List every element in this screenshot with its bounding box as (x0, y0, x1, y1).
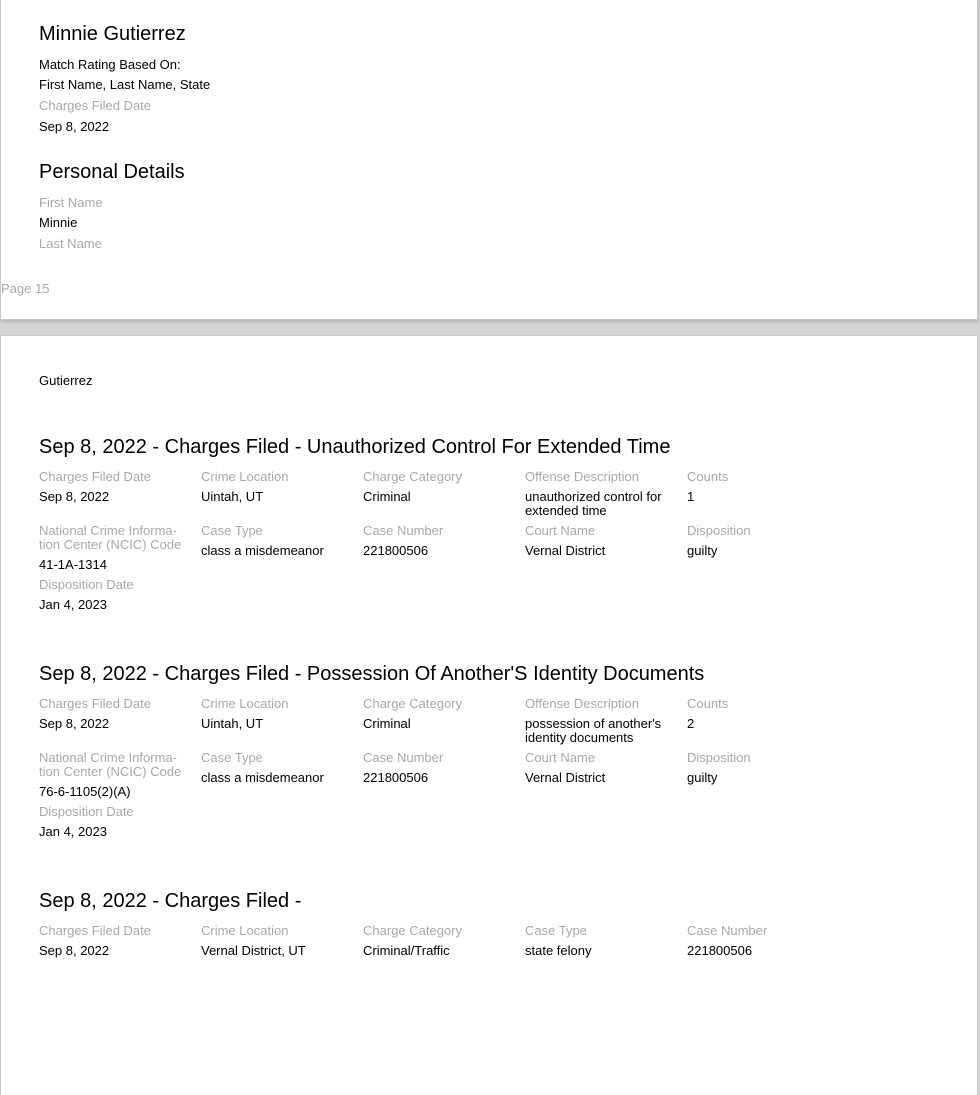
offense-description-field (525, 697, 687, 745)
field-value: Sep 8, 2022 (39, 943, 110, 958)
field-value: class a misdemeanor (201, 543, 324, 558)
disposition-field (687, 751, 849, 799)
field-value: unauthorized control for extended time (525, 489, 662, 518)
field-value: Criminal/Traffic (363, 943, 450, 958)
last-name-label: Last Name (39, 236, 102, 251)
field-value: 76-6-1105(2)(A) (39, 784, 131, 799)
disposition-field (687, 524, 849, 572)
field-value: state felony (525, 943, 592, 958)
field-value: 2 (687, 716, 695, 731)
field-label: Charge Category (363, 696, 462, 711)
case-type-field (201, 524, 363, 572)
field-value: 41-1A-1314 (39, 557, 107, 572)
case-number-field (687, 924, 849, 958)
ncic-code-field (39, 524, 201, 572)
report-page-15 (0, 0, 978, 320)
ncic-code-field (39, 751, 201, 799)
record-title: Sep 8, 2022 - Charges Filed - Unauthorized Control For Extended Time (39, 436, 671, 458)
field-value: 221800506 (363, 770, 429, 785)
field-label: Case Type (525, 923, 587, 938)
charges-filed-date-field (39, 697, 201, 745)
field-label: National Crime Informa-tion Center (NCIC) Code (39, 523, 182, 552)
field-label: Crime Location (201, 923, 289, 938)
case-type-field (201, 751, 363, 799)
offense-description-field (525, 470, 687, 518)
field-label: Charge Category (363, 469, 462, 484)
field-label: Case Number (363, 750, 444, 765)
field-value: 1 (687, 489, 695, 504)
case-number-field (363, 751, 525, 799)
field-value: guilty (687, 770, 718, 785)
charges-filed-date-field (39, 924, 201, 958)
person-name-heading: Minnie Gutierrez (39, 23, 186, 45)
charges-filed-date-value: Sep 8, 2022 (39, 119, 110, 134)
field-label: Offense Description (525, 696, 639, 711)
charges-filed-date-field (39, 470, 201, 518)
record-title: Sep 8, 2022 - Charges Filed - Possession Of Another'S Identity Documents (39, 663, 705, 685)
crime-location-field (201, 924, 363, 958)
counts-field (687, 470, 849, 518)
field-label: Charges Filed Date (39, 923, 151, 938)
field-label: Charge Category (363, 923, 462, 938)
record-title: Sep 8, 2022 - Charges Filed - (39, 890, 302, 912)
disposition-date-field (39, 578, 201, 612)
case-type-field (525, 924, 687, 958)
field-label: Charges Filed Date (39, 696, 151, 711)
crime-location-field (201, 697, 363, 745)
field-value: Criminal (363, 489, 411, 504)
court-name-field (525, 751, 687, 799)
field-value: Jan 4, 2023 (39, 824, 107, 839)
field-value: Vernal District (525, 770, 606, 785)
charge-category-field (363, 924, 525, 958)
field-value: 221800506 (687, 943, 753, 958)
charge-category-field (363, 697, 525, 745)
field-value: possession of another's identity documents (525, 716, 662, 745)
page-number: Page 15 (1, 281, 50, 296)
disposition-date-field (39, 805, 201, 839)
field-value: Sep 8, 2022 (39, 716, 110, 731)
record-details-grid (39, 697, 869, 839)
field-label: Disposition (687, 750, 751, 765)
first-name-label: First Name (39, 195, 103, 210)
crime-location-field (201, 470, 363, 518)
field-value: Uintah, UT (201, 716, 264, 731)
case-number-field (363, 524, 525, 572)
field-label: Counts (687, 696, 729, 711)
field-label: Offense Description (525, 469, 639, 484)
field-label: Crime Location (201, 696, 289, 711)
last-name-value: Gutierrez (39, 373, 93, 388)
match-rating-value: First Name, Last Name, State (39, 77, 211, 92)
field-value: 221800506 (363, 543, 429, 558)
field-value: Vernal District (525, 543, 606, 558)
first-name-value: Minnie (39, 215, 78, 230)
field-value: class a misdemeanor (201, 770, 324, 785)
field-value: Uintah, UT (201, 489, 264, 504)
record-details-grid (39, 470, 869, 612)
field-label: Case Number (363, 523, 444, 538)
field-label: Disposition Date (39, 577, 134, 592)
field-value: Jan 4, 2023 (39, 597, 107, 612)
field-label: National Crime Informa-tion Center (NCIC) Code (39, 750, 182, 779)
field-label: Crime Location (201, 469, 289, 484)
field-label: Court Name (525, 750, 596, 765)
field-value: Vernal District, UT (201, 943, 306, 958)
field-value: guilty (687, 543, 718, 558)
counts-field (687, 697, 849, 745)
report-page-16 (0, 335, 978, 1095)
record-details-grid (39, 924, 869, 958)
field-label: Counts (687, 469, 729, 484)
field-label: Disposition (687, 523, 751, 538)
field-value: Sep 8, 2022 (39, 489, 110, 504)
field-label: Disposition Date (39, 804, 134, 819)
field-label: Case Type (201, 750, 263, 765)
match-rating-label: Match Rating Based On: (39, 57, 181, 72)
charge-category-field (363, 470, 525, 518)
field-label: Case Number (687, 923, 768, 938)
field-label: Case Type (201, 523, 263, 538)
field-value: Criminal (363, 716, 411, 731)
personal-details-heading: Personal Details (39, 161, 185, 183)
field-label: Charges Filed Date (39, 469, 151, 484)
charges-filed-date-label: Charges Filed Date (39, 98, 151, 113)
court-name-field (525, 524, 687, 572)
field-label: Court Name (525, 523, 596, 538)
